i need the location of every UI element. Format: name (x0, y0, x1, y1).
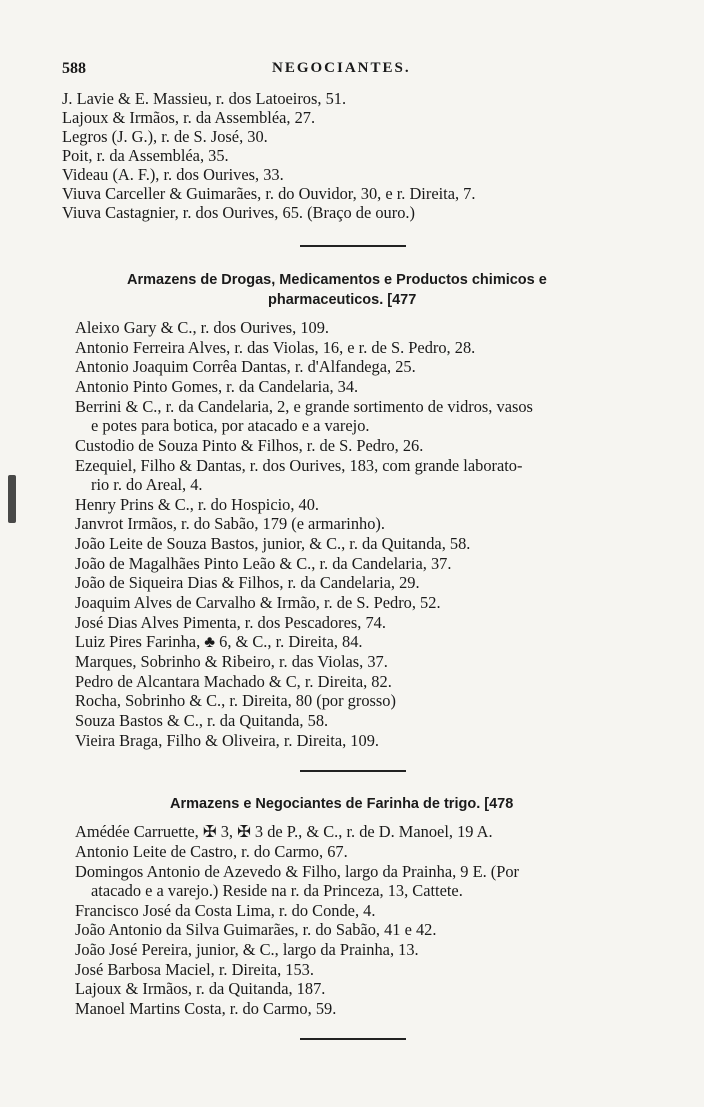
list-item: Custodio de Souza Pinto & Filhos, r. de S. Pedro, 26. (75, 436, 424, 455)
list-item: Marques, Sobrinho & Ribeiro, r. das Violas, 37. (75, 652, 388, 671)
list-item: J. Lavie & E. Massieu, r. dos Latoeiros, 51. (62, 89, 347, 108)
list-item: Joaquim Alves de Carvalho & Irmão, r. de S. Pedro, 52. (75, 593, 441, 612)
list-item: Ezequiel, Filho & Dantas, r. dos Ourives, 183, com grande laborato- (75, 456, 523, 475)
list-item: João Antonio da Silva Guimarães, r. do Sabão, 41 e 42. (75, 920, 437, 939)
list-item: Videau (A. F.), r. dos Ourives, 33. (62, 165, 284, 184)
list-item: Janvrot Irmãos, r. do Sabão, 179 (e armarinho). (75, 514, 385, 533)
list-item: Rocha, Sobrinho & C., r. Direita, 80 (por grosso) (75, 691, 396, 710)
list-item: José Dias Alves Pimenta, r. dos Pescadores, 74. (75, 613, 386, 632)
list-item: Antonio Ferreira Alves, r. das Violas, 16, e r. de S. Pedro, 28. (75, 338, 476, 357)
section-divider (300, 245, 406, 247)
list-item: Amédée Carruette, ✠ 3, ✠ 3 de P., & C., r. de D. Manoel, 19 A. (75, 822, 493, 841)
list-item-continuation: rio r. do Areal, 4. (91, 475, 203, 494)
list-item: Antonio Leite de Castro, r. do Carmo, 67. (75, 842, 348, 861)
list-item: Lajoux & Irmãos, r. da Assembléa, 27. (62, 108, 316, 127)
list-item-continuation: e potes para botica, por atacado e a varejo. (91, 416, 370, 435)
list-item: Pedro de Alcantara Machado & C, r. Direita, 82. (75, 672, 392, 691)
section-divider (300, 770, 406, 772)
page-header (62, 60, 622, 82)
section-heading-drogas-cont: pharmaceuticos. [477 (268, 292, 417, 308)
list-item: José Barbosa Maciel, r. Direita, 153. (75, 960, 314, 979)
list-item: Aleixo Gary & C., r. dos Ourives, 109. (75, 318, 330, 337)
running-title: NEGOCIANTES. (272, 60, 411, 76)
list-item: Souza Bastos & C., r. da Quitanda, 58. (75, 711, 329, 730)
list-item: Viuva Castagnier, r. dos Ourives, 65. (Braço de ouro.) (62, 203, 415, 222)
section-heading-farinha: Armazens e Negociantes de Farinha de trigo. [478 (170, 796, 514, 812)
list-item: Manoel Martins Costa, r. do Carmo, 59. (75, 999, 337, 1018)
list-item: Berrini & C., r. da Candelaria, 2, e grande sortimento de vidros, vasos (75, 397, 533, 416)
list-item-continuation: atacado e a varejo.) Reside na r. da Princeza, 13, Cattete. (91, 881, 463, 900)
scan-mark (8, 475, 16, 523)
section-heading-drogas: Armazens de Drogas, Medicamentos e Productos chimicos e (127, 272, 547, 288)
list-item: Vieira Braga, Filho & Oliveira, r. Direita, 109. (75, 731, 379, 750)
list-item: Luiz Pires Farinha, ♣ 6, & C., r. Direita, 84. (75, 632, 363, 651)
list-item: Poit, r. da Assembléa, 35. (62, 146, 229, 165)
list-item: João de Magalhães Pinto Leão & C., r. da Candelaria, 37. (75, 554, 452, 573)
list-item: João José Pereira, junior, & C., largo da Prainha, 13. (75, 940, 419, 959)
list-item: Francisco José da Costa Lima, r. do Conde, 4. (75, 901, 376, 920)
list-item: Domingos Antonio de Azevedo & Filho, largo da Prainha, 9 E. (Por (75, 862, 520, 881)
page-number: 588 (62, 60, 86, 77)
list-item: Lajoux & Irmãos, r. da Quitanda, 187. (75, 979, 326, 998)
list-item: João de Siqueira Dias & Filhos, r. da Candelaria, 29. (75, 573, 420, 592)
section-divider (300, 1038, 406, 1040)
list-item: João Leite de Souza Bastos, junior, & C., r. da Quitanda, 58. (75, 534, 471, 553)
list-item: Antonio Pinto Gomes, r. da Candelaria, 34. (75, 377, 359, 396)
list-item: Legros (J. G.), r. de S. José, 30. (62, 127, 268, 146)
list-item: Antonio Joaquim Corrêa Dantas, r. d'Alfandega, 25. (75, 357, 416, 376)
list-item: Viuva Carceller & Guimarães, r. do Ouvidor, 30, e r. Direita, 7. (62, 184, 476, 203)
list-item: Henry Prins & C., r. do Hospicio, 40. (75, 495, 320, 514)
